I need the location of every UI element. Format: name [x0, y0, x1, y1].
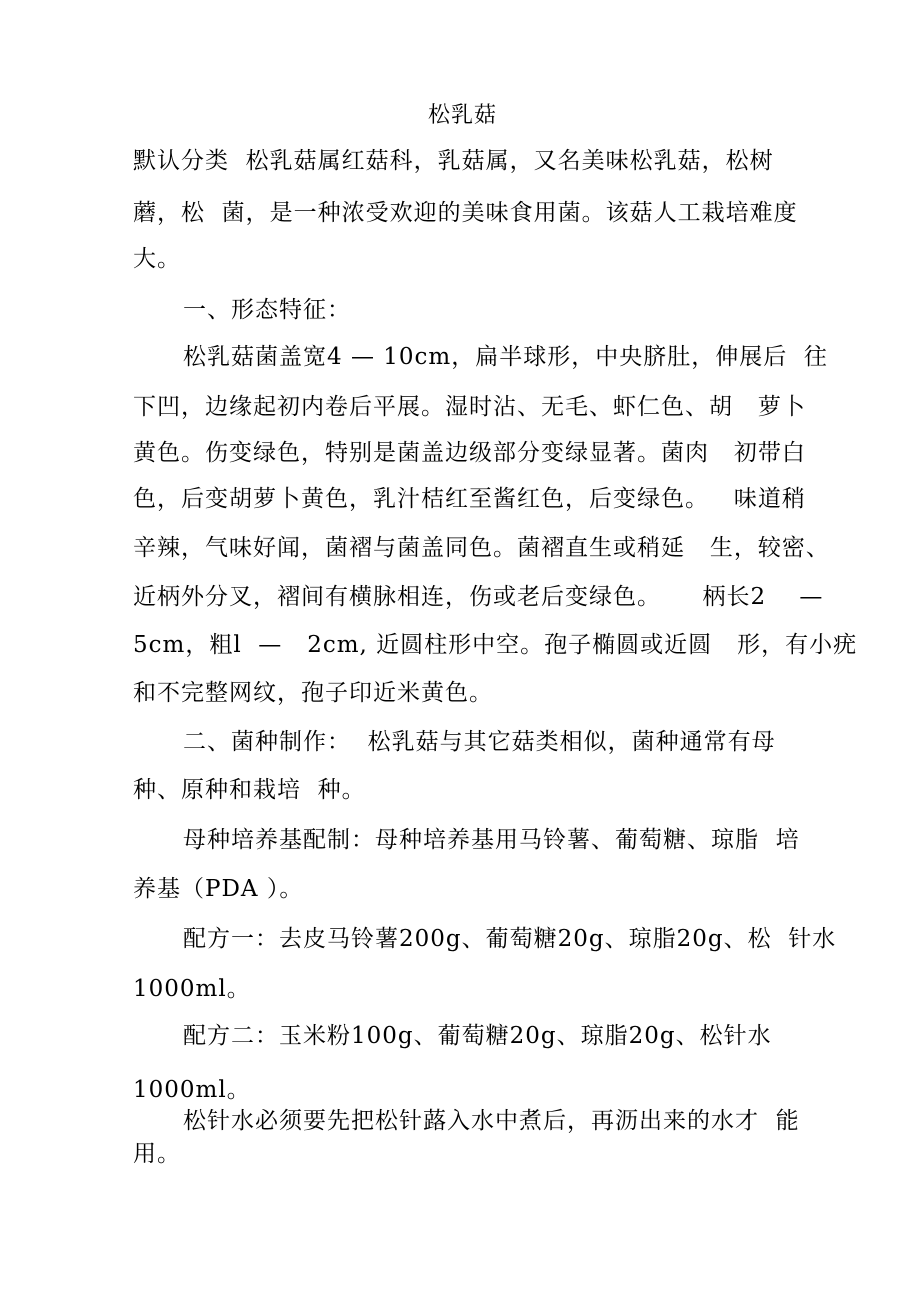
document-title: 松乳菇: [428, 103, 498, 128]
text-line: 母种培养基配制：母种培养基用马铃薯、葡萄糖、琼脂 培: [183, 827, 800, 853]
text-line: 下凹，边缘起初内卷后平展。湿时沾、无毛、虾仁色、胡 萝卜: [133, 394, 806, 420]
text-line: 配方二：玉米粉100g、葡萄糖20g、琼脂20g、松针水: [183, 1023, 772, 1049]
text-line: 配方一：去皮马铃薯200g、葡萄糖20g、琼脂20g、松 针水: [183, 926, 837, 952]
text-line: 松针水必须要先把松针蕗入水中煮后，再沥出来的水才 能: [183, 1108, 800, 1134]
text-line: 近柄外分叉，褶间有横脉相连，伤或老后变绿色。 柄长2 —: [133, 584, 824, 610]
text-line: 5cm，粗l — 2cm, 近圆柱形中空。孢子椭圆或近圆 形，有小疣: [133, 632, 858, 658]
text-line: 大。: [133, 246, 181, 272]
text-line: 辛辣，气味好闻，菌褶与菌盖同色。菌褶直生或稍延 生，较密、: [133, 535, 830, 561]
section-heading: 一、形态特征：: [183, 297, 351, 323]
text-line: 1000ml。: [133, 976, 251, 1002]
section-heading: 二、菌种制作： 松乳菇与其它菇类相似，菌种通常有母: [183, 729, 776, 755]
text-line: 养基（PDA ）。: [133, 876, 304, 902]
text-line: 1000ml。: [133, 1077, 251, 1103]
text-line: 松乳菇菌盖宽4 — 10cm，扁半球形，中央脐肚，伸展后 往: [183, 344, 828, 370]
text-line: 蘑，松 菌，是一种浓受欢迎的美味食用菌。该菇人工栽培难度: [133, 200, 798, 226]
text-line: 和不完整网纹，孢子印近米黄色。: [133, 680, 493, 706]
text-line: 种、原种和栽培 种。: [133, 777, 366, 803]
text-line: 色，后变胡萝卜黄色，乳汁桔红至酱红色，后变绿色。 味道稍: [133, 486, 806, 512]
text-line: 黄色。伤变绿色，特别是菌盖边级部分变绿显著。菌肉 初带白: [133, 440, 806, 466]
text-line: 用。: [133, 1141, 181, 1167]
text-line: 默认分类 松乳菇属红菇科，乳菇属，又名美味松乳菇，松树: [133, 148, 774, 174]
